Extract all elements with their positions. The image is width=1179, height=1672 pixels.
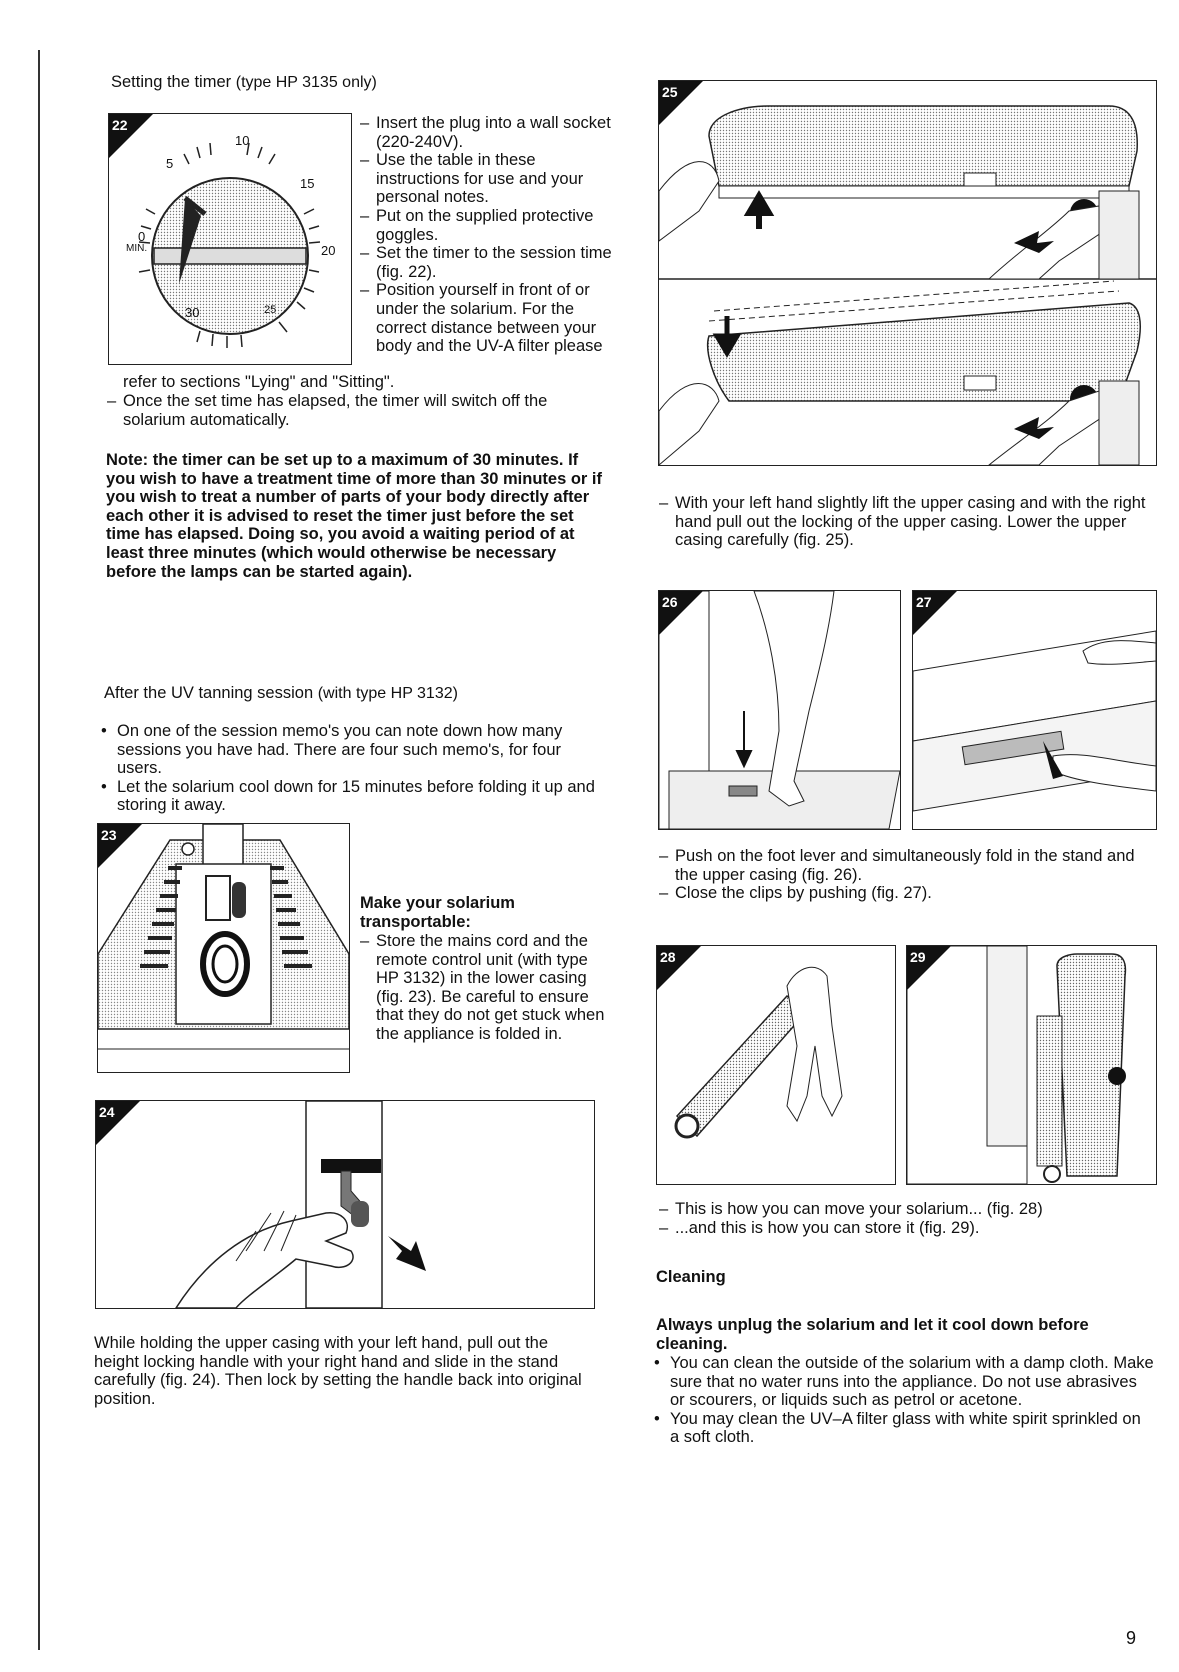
figure-24-caption: While holding the upper casing with your left hand, pull out the height locking handle with your right hand and slide in the stand carefully (fig. 24). Then lock by setting the handle back into original position.: [94, 1334, 582, 1408]
list-item: • Let the solarium cool down for 15 minutes before folding it up and storing it away.: [101, 778, 606, 815]
figure-24-height-lock: [95, 1100, 595, 1309]
timer-steps-continuation: refer to sections "Lying" and "Sitting".: [123, 373, 395, 391]
figure-25-upper-casing: [658, 80, 1157, 466]
dial-label: 5: [166, 156, 174, 171]
figure-27-badge: 27: [913, 591, 957, 635]
figure-23-badge: 23: [98, 824, 142, 868]
list-item: – ...and this is how you can store it (fig. 29).: [659, 1219, 1155, 1238]
dial-label: 20: [321, 243, 336, 258]
list-item: • You may clean the UV–A filter glass with white spirit sprinkled on a soft cloth.: [654, 1410, 1154, 1447]
figure-22-timer-dial: [108, 113, 352, 365]
page-number: 9: [1126, 1628, 1137, 1648]
dial-label: 0: [138, 229, 146, 244]
list-item: – Put on the supplied protective goggles.: [360, 207, 612, 244]
list-item: – Store the mains cord and the remote control unit (with type HP 3132) in the lower casing (fig. 23). Be careful to ensure that they do not get stuck when the appliance is folded in.: [360, 932, 610, 1044]
timer-heading: Setting the timer (type HP 3135 only): [111, 73, 377, 91]
transport-steps: [360, 932, 610, 1044]
figure-26-foot-lever: [658, 590, 901, 830]
figure-28-moving: [656, 945, 896, 1185]
figure-26-27-captions: [659, 847, 1155, 903]
dial-label: 10: [235, 133, 250, 148]
figure-28-badge: 28: [657, 946, 701, 990]
timer-note: Note: the timer can be set up to a maximum of 30 minutes. If you wish to have a treatment time of more than 30 minutes or if you wish to treat a number of parts of your body directly after each other it is advised to reset the timer just before the set time has elapsed. Doing so, you avoid a waiting period of at least three minutes (which would otherwise be necessary before the lamps can be started again).: [106, 451, 603, 581]
figure-29-badge: 29: [907, 946, 951, 990]
dial-label: 30: [185, 305, 200, 320]
dial-label: 15: [300, 176, 315, 191]
list-item: – With your left hand slightly lift the upper casing and with the right hand pull out the locking of the upper casing. Lower the upper casing carefully (fig. 25).: [659, 494, 1155, 550]
list-item: – Use the table in these instructions for use and your personal notes.: [360, 151, 612, 207]
cleaning-bullets: [654, 1354, 1154, 1447]
cleaning-warning: Always unplug the solarium and let it cool down before cleaning.: [656, 1316, 1089, 1353]
timer-steps: [360, 114, 612, 356]
after-session-heading: After the UV tanning session (with type HP 3132): [104, 684, 458, 702]
list-item: – Push on the foot lever and simultaneously fold in the stand and the upper casing (fig. 26).: [659, 847, 1155, 884]
after-session-bullets: [101, 722, 606, 815]
dial-label: 25: [264, 304, 277, 316]
figure-29-storing: [906, 945, 1157, 1185]
list-item: – Once the set time has elapsed, the timer will switch off the solarium automatically.: [107, 392, 607, 429]
binding-margin-line: [38, 50, 40, 1650]
figure-23-lower-casing: [97, 823, 350, 1073]
figure-25-badge: 25: [659, 81, 703, 125]
timer-last-step: [107, 392, 607, 429]
list-item: – Set the timer to the session time (fig. 22).: [360, 244, 612, 281]
transport-heading: Make your solarium transportable:: [360, 894, 515, 931]
figure-27-clips: [912, 590, 1157, 830]
cleaning-heading: Cleaning: [656, 1268, 726, 1286]
dial-label: MIN.: [126, 243, 148, 254]
list-item: – Close the clips by pushing (fig. 27).: [659, 884, 1155, 903]
figure-24-badge: 24: [96, 1101, 140, 1145]
list-item: • You can clean the outside of the solarium with a damp cloth. Make sure that no water runs into the appliance. Do not use abrasives or scourers, or liquids such as petrol or acetone.: [654, 1354, 1154, 1410]
list-item: – This is how you can move your solarium... (fig. 28): [659, 1200, 1155, 1219]
list-item: • On one of the session memo's you can note down how many sessions you have had. There are four such memo's, for four users.: [101, 722, 606, 778]
figure-28-29-captions: [659, 1200, 1155, 1237]
list-item: – Position yourself in front of or under the solarium. For the correct distance between your body and the UV-A filter please: [360, 281, 612, 355]
figure-26-badge: 26: [659, 591, 703, 635]
list-item: – Insert the plug into a wall socket (220-240V).: [360, 114, 612, 151]
figure-25-caption: [659, 494, 1155, 550]
figure-22-badge: 22: [109, 114, 153, 158]
